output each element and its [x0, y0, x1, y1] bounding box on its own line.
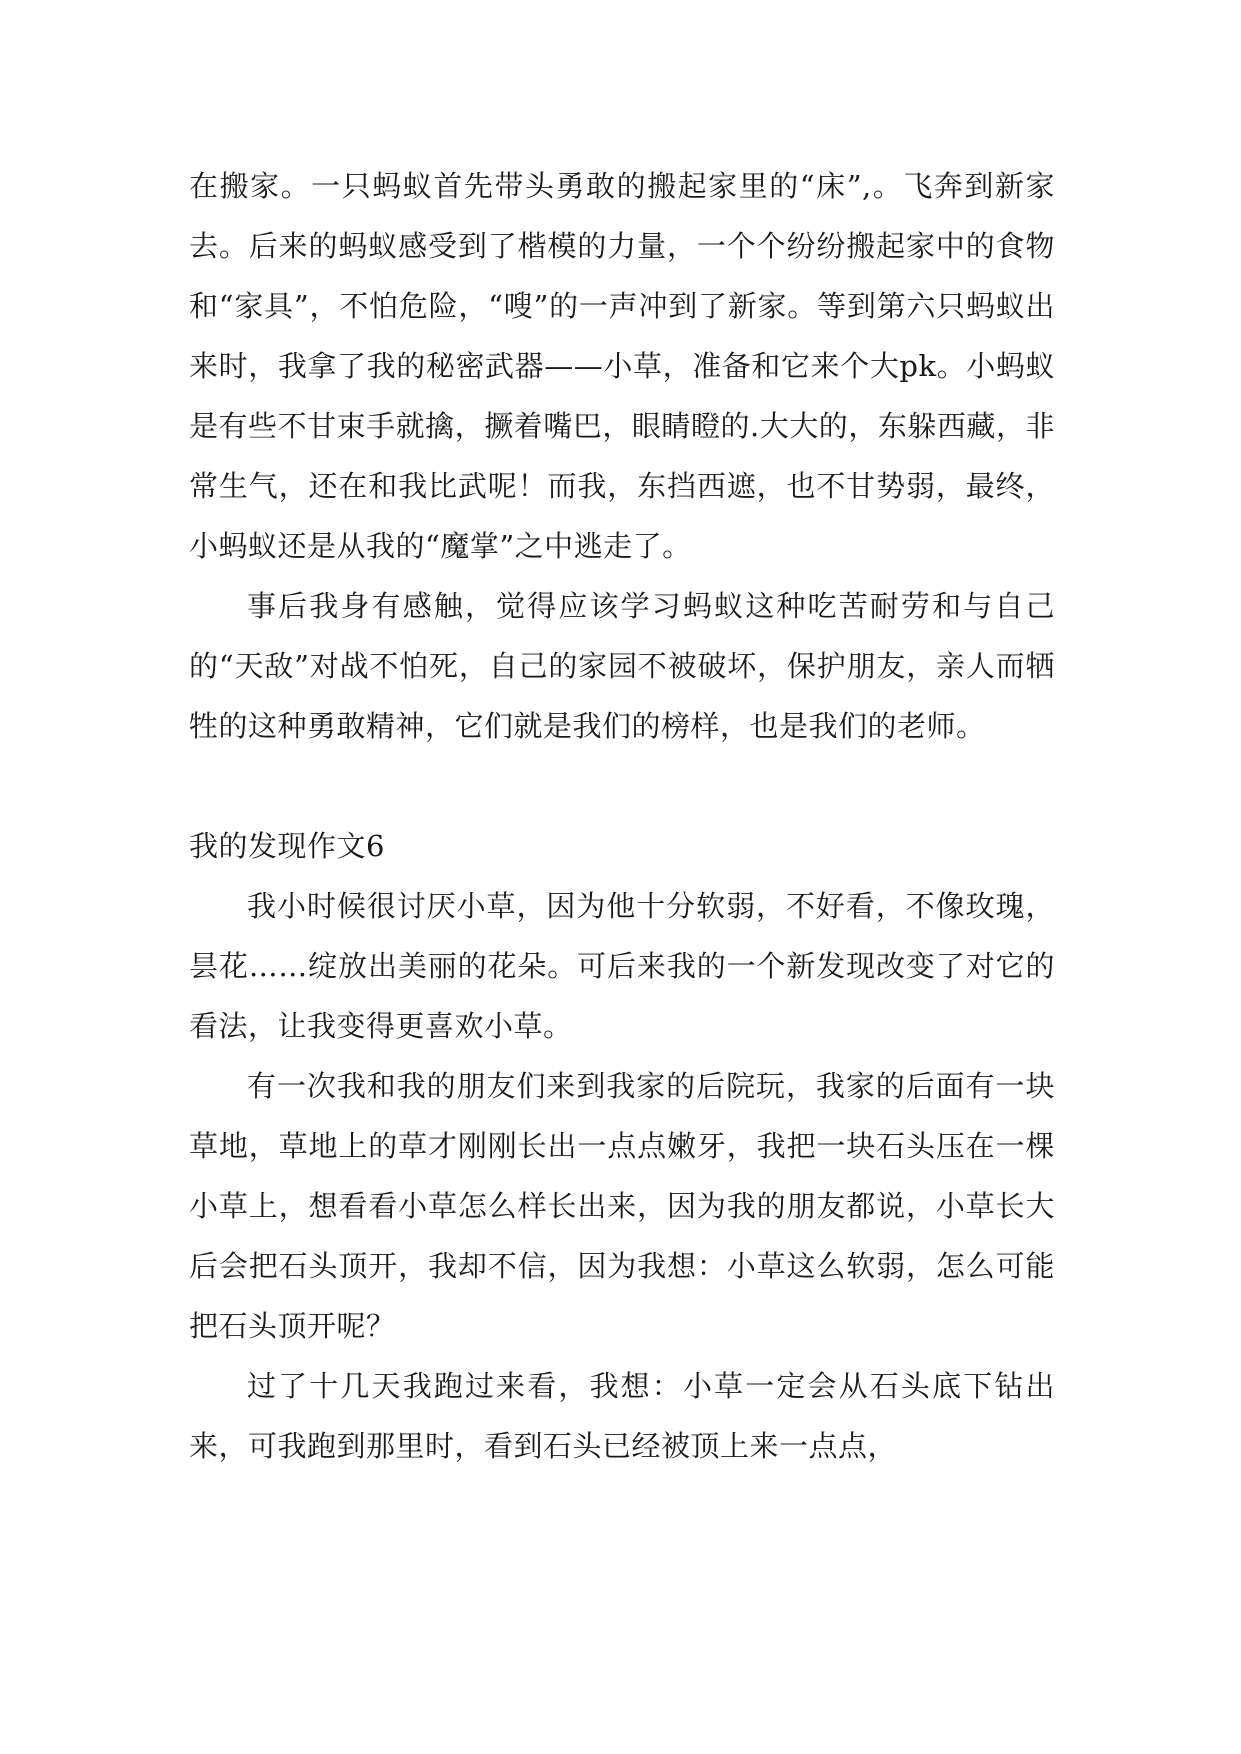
section-spacer — [189, 756, 1055, 816]
document-body — [189, 156, 1055, 1476]
paragraph-backyard: 有一次我和我的朋友们来到我家的后院玩，我家的后面有一块草地，草地上的草才刚刚长出一点点嫩牙，我把一块石头压在一棵小草上，想看看小草怎么样长出来，因为我的朋友都说，小草长大后会把石头顶开，我却不信，因为我想：小草这么软弱，怎么可能把石头顶开呢？ — [189, 1069, 1055, 1343]
paragraph-ant-moving: 在搬家。一只蚂蚁首先带头勇敢的搬起家里的“床”,。飞奔到新家去。后来的蚂蚁感受到了楷模的力量，一个个纷纷搬起家中的食物和“家具”，不怕危险，“嗖”的一声冲到了新家。等到第六只蚂蚁出来时，我拿了我的秘密武器——小草，准备和它来个大pk。小蚂蚁是有些不甘束手就擒，撅着嘴巴，眼睛瞪的.大大的，东躲西藏，非常生气，还在和我比武呢！而我，东挡西遮，也不甘势弱，最终，小蚂蚁还是从我的“魔掌”之中逃走了。 — [189, 169, 1055, 563]
paragraph-reflection: 事后我身有感触，觉得应该学习蚂蚁这种吃苦耐劳和与自己的“天敌”对战不怕死，自己的家园不被破坏，保护朋友，亲人而牺牲的这种勇敢精神，它们就是我们的榜样，也是我们的老师。 — [189, 589, 1055, 743]
essay-heading: 我的发现作文6 — [189, 829, 385, 863]
paragraph-dislike-grass: 我小时候很讨厌小草，因为他十分软弱，不好看，不像玫瑰，昙花……绽放出美丽的花朵。可后来我的一个新发现改变了对它的看法，让我变得更喜欢小草。 — [189, 889, 1055, 1043]
paragraph-return: 过了十几天我跑过来看，我想：小草一定会从石头底下钻出来，可我跑到那里时，看到石头已经被顶上来一点点， — [189, 1369, 1055, 1463]
